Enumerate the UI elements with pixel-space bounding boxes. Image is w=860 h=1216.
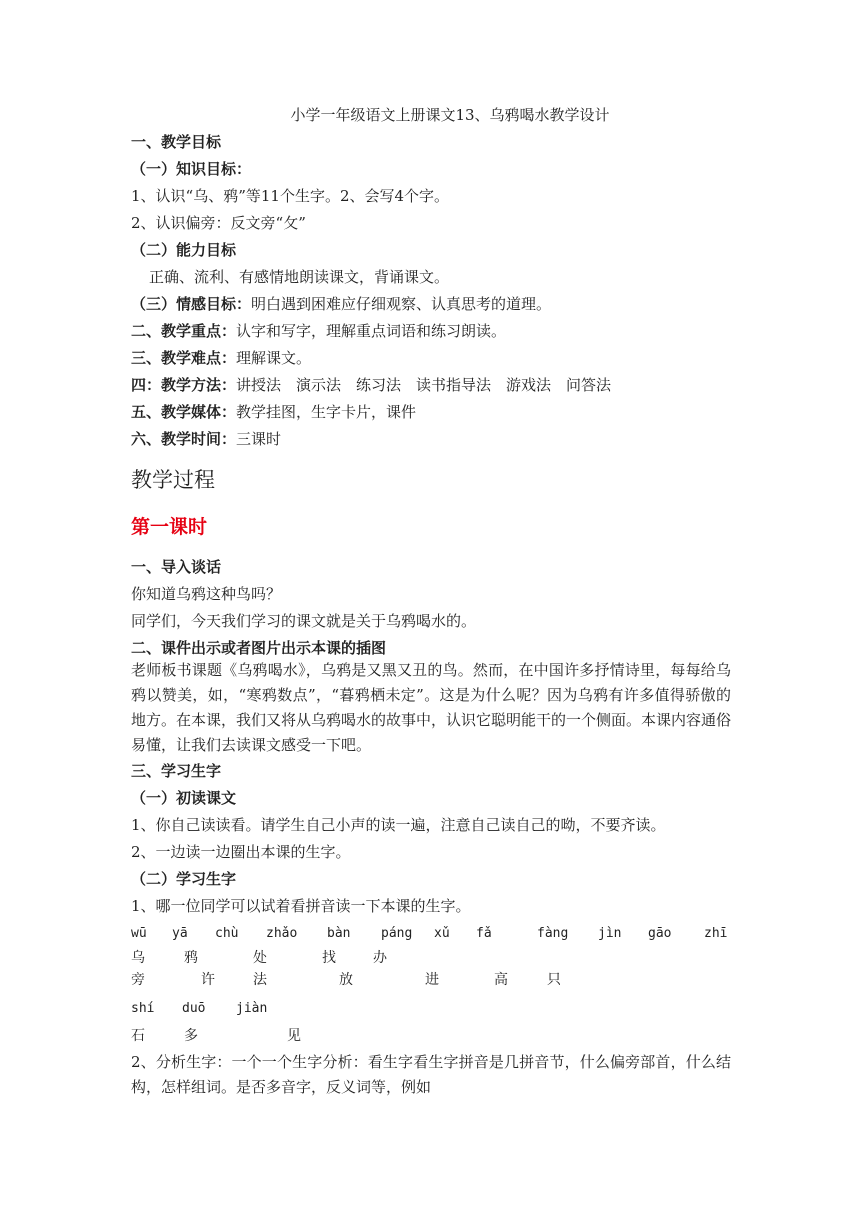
- pinyin-cell: wū: [131, 926, 147, 941]
- info-line-time: [131, 428, 281, 450]
- char-cell: 法: [253, 972, 267, 988]
- pinyin-cell: chù: [215, 926, 239, 941]
- pinyin-cell: shí: [131, 1001, 155, 1016]
- char-cell: 高: [494, 972, 508, 988]
- info-text: 理解课文。: [236, 349, 312, 367]
- study-heading: （二）学习生字: [131, 870, 237, 888]
- pinyin-cell: jìn: [598, 926, 622, 941]
- info-label: 五、教学媒体：: [131, 403, 237, 421]
- info-label: 六、教学时间：: [131, 430, 237, 448]
- read-item-1: 1、你自己读读看。请学生自己小声的读一遍，注意自己读自己的呦，不要齐读。: [131, 816, 666, 834]
- show-heading: 二、课件出示或者图片出示本课的插图: [131, 639, 387, 657]
- pinyin-cell: fàng: [537, 926, 569, 941]
- document-title: 小学一年级语文上册课文13、乌鸦喝水教学设计: [290, 106, 610, 124]
- info-label: 三、教学难点：: [131, 349, 237, 367]
- info-text: 教学挂图，生字卡片，课件: [236, 403, 417, 421]
- char-cell: 进: [425, 972, 439, 988]
- char-cell: 鸦: [184, 950, 198, 966]
- info-line-method: [131, 374, 611, 396]
- intro-line-2: 同学们，今天我们学习的课文就是关于乌鸦喝水的。: [131, 612, 477, 630]
- learn-heading: 三、学习生字: [131, 762, 222, 780]
- knowledge-heading: （一）知识目标：: [131, 160, 252, 178]
- char-cell: 放: [339, 972, 353, 988]
- pinyin-cell: jiàn: [236, 1001, 268, 1016]
- read-heading: （一）初读课文: [131, 789, 237, 807]
- pinyin-cell: zhī: [704, 926, 728, 941]
- pinyin-cell: zhǎo: [266, 926, 298, 941]
- study-item-1: 1、哪一位同学可以试着看拼音读一下本课的生字。: [131, 897, 471, 915]
- pinyin-cell: duō: [182, 1001, 206, 1016]
- pinyin-cell: yā: [172, 926, 188, 941]
- char-cell: 办: [373, 950, 387, 966]
- pinyin-cell: gāo: [648, 926, 672, 941]
- pinyin-cell: xǔ: [434, 926, 450, 941]
- char-cell: 找: [322, 950, 336, 966]
- info-line-difficulty: [131, 347, 311, 369]
- pinyin-cell: fǎ: [476, 926, 492, 941]
- info-text: 认字和写字，理解重点词语和练习朗读。: [236, 322, 507, 340]
- info-text: 讲授法 演示法 练习法 读书指导法 游戏法 问答法: [236, 376, 612, 394]
- intro-line-1: 你知道乌鸦这种鸟吗？: [131, 585, 282, 603]
- info-label: 四：教学方法：: [131, 376, 237, 394]
- ability-text: 正确、流利、有感情地朗读课文，背诵课文。: [149, 268, 450, 286]
- lesson1-heading: 第一课时: [131, 516, 208, 538]
- char-cell: 许: [201, 972, 215, 988]
- show-paragraph: 老师板书课题《乌鸦喝水》，乌鸦是又黑又丑的鸟。然而，在中国许多抒情诗里，每每给乌鸦以赞美，如，“寒鸦数点”，“暮鸦栖未定”。这是为什么呢？因为乌鸦有许多值得骄傲的地方。在本课，我们又将从乌鸦喝水的故事中，认识它聪明能干的一个侧面。本课内容通俗易懂，让我们去读课文感受一下吧。: [131, 661, 732, 754]
- char-cell: 见: [287, 1028, 301, 1044]
- info-text: 三课时: [236, 430, 282, 448]
- char-cell: 石: [131, 1028, 145, 1044]
- analysis-paragraph: 2、分析生字：一个一个生字分析：看生字看生字拼音是几拼音节，什么偏旁部首，什么结构，怎样组词。是否多音字，反义词等，例如: [131, 1053, 731, 1096]
- info-line-media: [131, 401, 416, 423]
- pinyin-cell: bàn: [327, 926, 351, 941]
- intro-heading: 一、导入谈话: [131, 558, 222, 576]
- read-item-2: 2、一边读一边圈出本课的生字。: [131, 843, 351, 861]
- emotion-text: 明白遇到困难应仔细观察、认真思考的道理。: [251, 295, 552, 313]
- pinyin-cell: páng: [381, 926, 413, 941]
- char-cell: 多: [184, 1028, 198, 1044]
- emotion-line: [131, 293, 551, 315]
- info-line-focus: [131, 320, 506, 342]
- char-cell: 乌: [131, 950, 145, 966]
- char-cell: 只: [547, 972, 561, 988]
- info-label: 二、教学重点：: [131, 322, 237, 340]
- ability-heading: （二）能力目标: [131, 241, 237, 259]
- knowledge-item-1: 1、认识“乌、鸦”等11个生字。2、会写4个字。: [131, 187, 450, 205]
- char-cell: 处: [253, 950, 267, 966]
- knowledge-item-2: 2、认识偏旁：反文旁“攵”: [131, 214, 306, 232]
- goals-heading: 一、教学目标: [131, 133, 222, 151]
- emotion-label: （三）情感目标：: [131, 295, 252, 313]
- char-cell: 旁: [131, 972, 145, 988]
- process-heading: 教学过程: [131, 468, 215, 492]
